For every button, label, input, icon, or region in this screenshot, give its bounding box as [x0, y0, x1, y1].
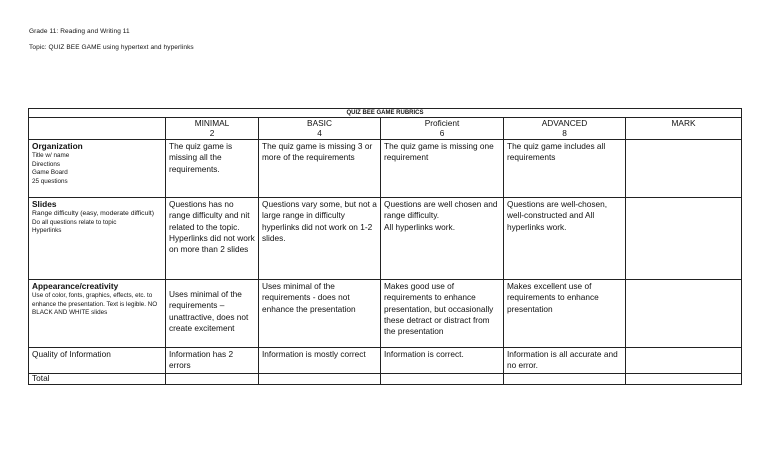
level-basic-header: [259, 118, 381, 140]
criterion-detail: Use of color, fonts, graphics, effects, etc. to enhance the presentation. Text is legible. NO BLACK AND WHITE slides: [32, 292, 158, 317]
score-cell-minimal: Uses minimal of the requirements – unattractive, does not create excitement: [166, 280, 259, 348]
criterion-detail: Do all questions relate to topic: [32, 218, 117, 226]
rubric-row-quality: [29, 348, 742, 374]
score-cell-minimal: The quiz game is missing all the requirements.: [166, 140, 259, 198]
mark-header: MARK: [626, 118, 742, 140]
mark-cell: [626, 348, 742, 374]
criterion-cell: [29, 373, 166, 384]
level-points: 4: [317, 128, 322, 138]
level-points: 6: [439, 128, 445, 138]
criterion-title: Quality of Information: [32, 349, 111, 359]
topic-heading: Topic: QUIZ BEE GAME using hypertext and hyperlinks: [29, 44, 194, 51]
score-cell-proficient: Makes good use of requirements to enhance presentation, but occasionally these detract or distract from the presentation: [381, 280, 504, 348]
rubric-table: [28, 108, 742, 385]
rubric-row-total: [29, 373, 742, 384]
level-points: 2: [209, 128, 215, 138]
mark-cell: [626, 140, 742, 198]
score-cell-proficient: The quiz game is missing one requirement: [381, 140, 504, 198]
score-cell-proficient: Information is correct.: [381, 348, 504, 374]
criterion-cell: [29, 280, 166, 348]
rubric-row-slides: [29, 198, 742, 280]
level-points: 8: [562, 128, 567, 138]
score-cell-minimal: Information has 2 errors: [166, 348, 259, 374]
cell-text: Questions has no range difficulty and nit related to the topic.: [169, 199, 250, 232]
score-cell-minimal: [166, 198, 259, 280]
criterion-cell: [29, 198, 166, 280]
criterion-title: Organization: [32, 141, 83, 151]
criterion-detail: Range difficulty (easy, moderate difficult): [32, 210, 155, 218]
criterion-detail: 25 questions: [32, 178, 68, 186]
grade-heading: Grade 11: Reading and Writing 11: [29, 28, 130, 35]
score-cell-advanced: [504, 373, 626, 384]
mark-cell: [626, 198, 742, 280]
criterion-detail: Directions: [32, 160, 60, 168]
criterion-title: Appearance/creativity: [32, 281, 119, 291]
score-cell-advanced: Information is all accurate and no error.: [504, 348, 626, 374]
score-cell-advanced: Questions are well-chosen, well-constructed and All hyperlinks work.: [504, 198, 626, 280]
level-minimal-header: [166, 118, 259, 140]
rubric-title: QUIZ BEE GAME RUBRICS: [29, 109, 742, 118]
level-name: BASIC: [307, 118, 332, 128]
level-advanced-header: [504, 118, 626, 140]
criterion-detail: Game Board: [32, 169, 68, 177]
rubric-title-row: [29, 109, 742, 118]
level-name: MINIMAL: [194, 118, 230, 128]
rubric-row-organization: [29, 140, 742, 198]
level-proficient-header: [381, 118, 504, 140]
score-cell-basic: Information is mostly correct: [259, 348, 381, 374]
level-header-row: [29, 118, 742, 140]
criterion-detail: Title w/ name: [32, 152, 70, 160]
rubric-row-appearance: [29, 280, 742, 348]
mark-cell: [626, 373, 742, 384]
score-cell-basic: [259, 373, 381, 384]
criterion-cell: [29, 348, 166, 374]
level-name: Proficient: [424, 118, 460, 128]
score-cell-proficient: [381, 198, 504, 280]
score-cell-advanced: The quiz game includes all requirements: [504, 140, 626, 198]
score-cell-basic: Questions vary some, but not a large range in difficulty hyperlinks did not work on 1-2 slides.: [259, 198, 381, 280]
criteria-header-cell: [29, 118, 166, 140]
criterion-title: Total: [32, 373, 50, 383]
score-cell-proficient: [381, 373, 504, 384]
cell-text: Hyperlinks did not work on more than 2 slides: [169, 232, 255, 255]
criterion-cell: [29, 140, 166, 198]
criterion-detail: Hyperlinks: [32, 227, 62, 235]
cell-text: All hyperlinks work.: [384, 221, 456, 232]
cell-text: Questions are well chosen and range difficulty.: [384, 199, 498, 221]
level-name: ADVANCED: [541, 118, 588, 128]
criterion-title: Slides: [32, 199, 57, 209]
mark-cell: [626, 280, 742, 348]
score-cell-minimal: [166, 373, 259, 384]
score-cell-basic: The quiz game is missing 3 or more of the requirements: [259, 140, 381, 198]
score-cell-advanced: Makes excellent use of requirements to enhance presentation: [504, 280, 626, 348]
score-cell-basic: Uses minimal of the requirements - does not enhance the presentation: [259, 280, 381, 348]
